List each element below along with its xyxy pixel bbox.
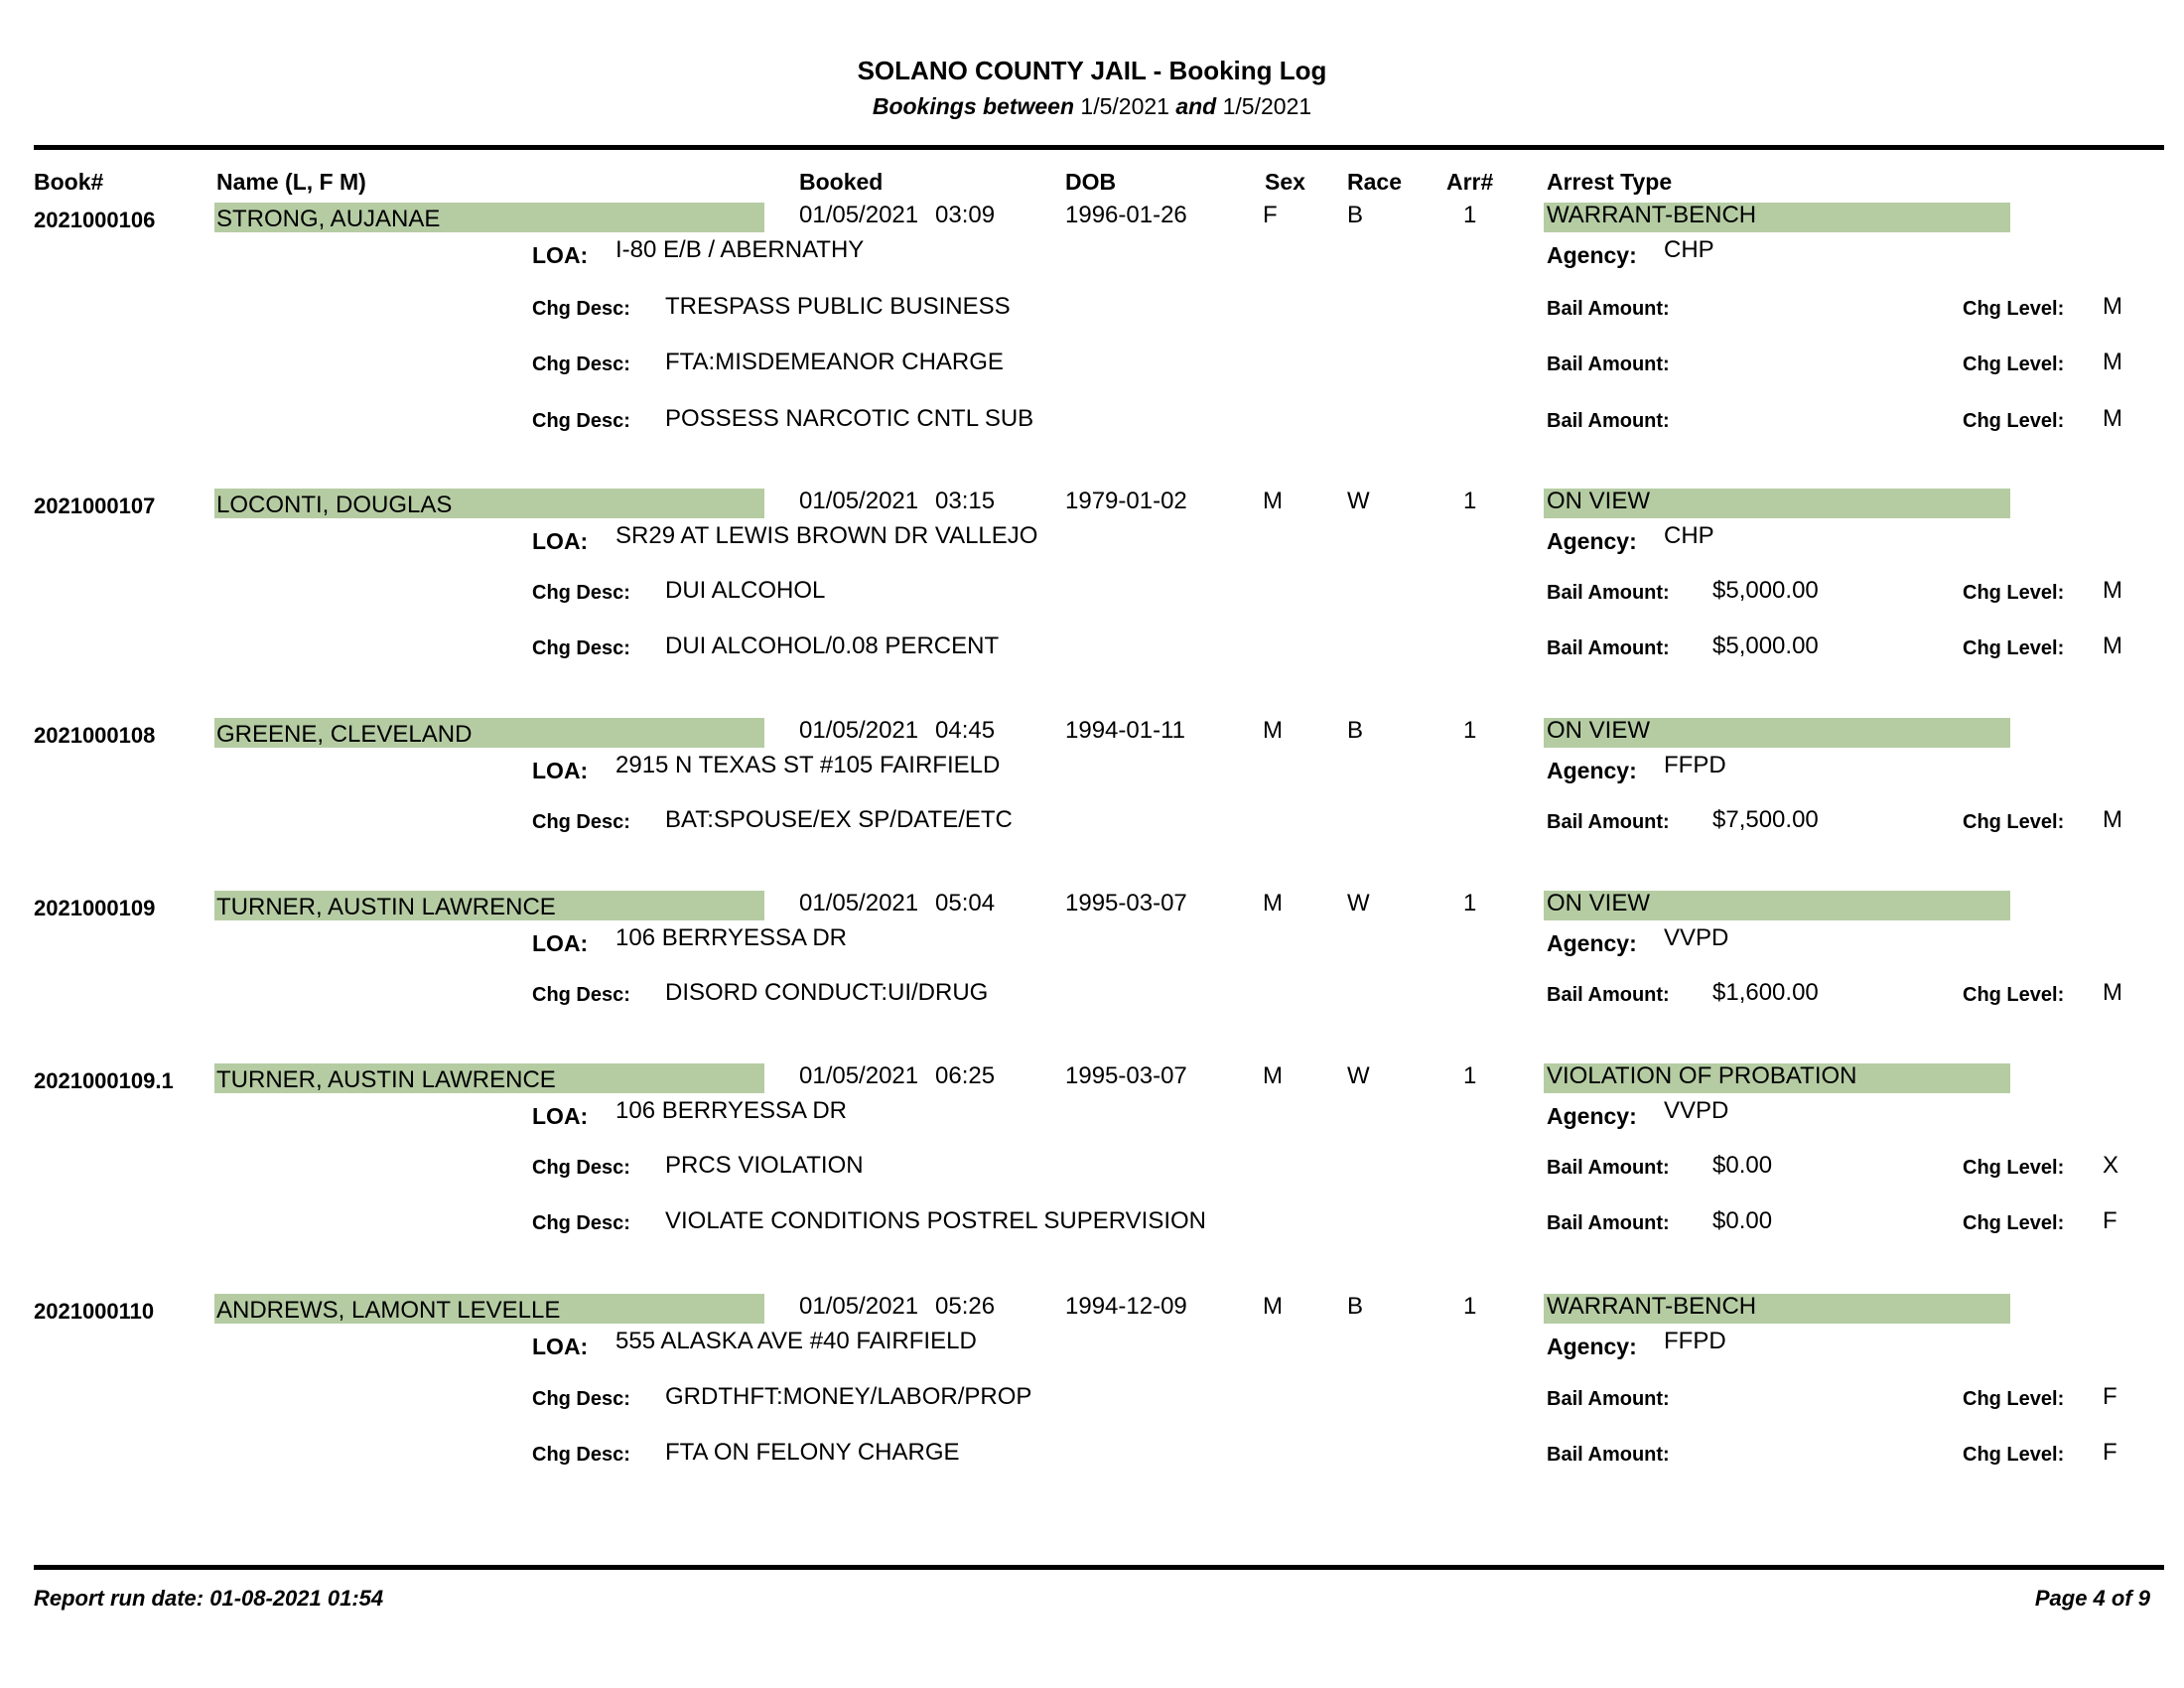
bail-amount-label: Bail Amount:	[1547, 582, 1670, 604]
dob: 1994-01-11	[1065, 717, 1185, 744]
inmate-name: STRONG, AUJANAE	[216, 206, 441, 232]
chg-desc-label: Chg Desc:	[532, 1388, 630, 1410]
race: W	[1347, 488, 1370, 514]
charge-level: M	[2103, 577, 2122, 604]
bail-amount: $7,500.00	[1712, 806, 1819, 833]
chg-desc-label: Chg Desc:	[532, 811, 630, 833]
charge-level: M	[2103, 806, 2122, 833]
race: B	[1347, 717, 1364, 744]
chg-desc-label: Chg Desc:	[532, 984, 630, 1006]
agency-value: FFPD	[1664, 1328, 1726, 1354]
report-run-date: Report run date: 01-08-2021 01:54	[34, 1586, 384, 1611]
bail-amount-label: Bail Amount:	[1547, 1212, 1670, 1234]
book-number: 2021000110	[34, 1299, 155, 1324]
book-number: 2021000106	[34, 208, 156, 232]
bail-amount-label: Bail Amount:	[1547, 298, 1670, 320]
book-number: 2021000108	[34, 723, 156, 748]
chg-level-label: Chg Level:	[1963, 811, 2065, 833]
inmate-name: GREENE, CLEVELAND	[216, 721, 473, 748]
col-sex: Sex	[1265, 169, 1305, 195]
arrest-type: WARRANT-BENCH	[1547, 202, 1757, 228]
agency-value: CHP	[1664, 236, 1714, 263]
chg-desc-label: Chg Desc:	[532, 1212, 630, 1234]
sex: M	[1263, 1062, 1283, 1089]
bail-amount: $1,600.00	[1712, 979, 1819, 1006]
inmate-name: TURNER, AUSTIN LAWRENCE	[216, 894, 556, 920]
bail-amount-label: Bail Amount:	[1547, 637, 1670, 659]
booked-time: 05:26	[935, 1293, 996, 1320]
loa-value: 106 BERRYESSA DR	[615, 924, 848, 951]
booked-date: 01/05/2021	[799, 1293, 919, 1320]
charge-level: M	[2103, 405, 2122, 432]
end-date: 1/5/2021	[1222, 93, 1312, 119]
chg-desc-label: Chg Desc:	[532, 637, 630, 659]
agency-value: VVPD	[1664, 924, 1729, 951]
col-arrest-type: Arrest Type	[1547, 169, 1673, 195]
book-number: 2021000107	[34, 493, 156, 518]
chg-desc-label: Chg Desc:	[532, 1444, 630, 1466]
booked-time: 04:45	[935, 717, 996, 744]
arr-number: 1	[1463, 488, 1477, 514]
agency-value: FFPD	[1664, 752, 1726, 778]
charge-description: DISORD CONDUCT:UI/DRUG	[665, 979, 989, 1006]
chg-level-label: Chg Level:	[1963, 353, 2065, 375]
agency-value: VVPD	[1664, 1097, 1729, 1124]
arrest-type: ON VIEW	[1547, 488, 1651, 514]
arr-number: 1	[1463, 890, 1477, 916]
sex: M	[1263, 1293, 1283, 1320]
charge-level: X	[2103, 1152, 2119, 1179]
dob: 1995-03-07	[1065, 890, 1187, 916]
booked-time: 03:15	[935, 488, 996, 514]
booked-date: 01/05/2021	[799, 488, 919, 514]
chg-level-label: Chg Level:	[1963, 1444, 2065, 1466]
agency-label: Agency:	[1547, 1103, 1637, 1129]
col-race: Race	[1347, 169, 1402, 195]
book-number: 2021000109	[34, 896, 156, 920]
report-title: SOLANO COUNTY JAIL - Booking Log	[857, 56, 1327, 85]
agency-label: Agency:	[1547, 528, 1637, 554]
header-rule	[34, 145, 2164, 150]
charge-description: DUI ALCOHOL/0.08 PERCENT	[665, 633, 1000, 659]
col-book: Book#	[34, 169, 104, 195]
col-booked: Booked	[799, 169, 884, 195]
inmate-name: LOCONTI, DOUGLAS	[216, 492, 453, 518]
charge-description: VIOLATE CONDITIONS POSTREL SUPERVISION	[665, 1207, 1207, 1234]
booked-time: 05:04	[935, 890, 996, 916]
loa-value: I-80 E/B / ABERNATHY	[615, 236, 865, 263]
bail-amount-label: Bail Amount:	[1547, 410, 1670, 432]
charge-level: F	[2103, 1383, 2117, 1410]
arr-number: 1	[1463, 202, 1477, 228]
agency-label: Agency:	[1547, 758, 1637, 783]
charge-level: F	[2103, 1207, 2117, 1234]
page-number: Page 4 of 9	[2034, 1586, 2150, 1611]
loa-label: LOA:	[532, 930, 589, 956]
inmate-name: ANDREWS, LAMONT LEVELLE	[216, 1297, 561, 1324]
charge-description: PRCS VIOLATION	[665, 1152, 864, 1179]
chg-level-label: Chg Level:	[1963, 984, 2065, 1006]
bail-amount: $0.00	[1712, 1207, 1773, 1234]
sex: F	[1263, 202, 1278, 228]
chg-level-label: Chg Level:	[1963, 1157, 2065, 1179]
arr-number: 1	[1463, 717, 1477, 744]
footer-rule	[34, 1565, 2164, 1570]
chg-level-label: Chg Level:	[1963, 1388, 2065, 1410]
col-arr: Arr#	[1446, 169, 1494, 195]
chg-level-label: Chg Level:	[1963, 582, 2065, 604]
chg-desc-label: Chg Desc:	[532, 353, 630, 375]
dob: 1995-03-07	[1065, 1062, 1187, 1089]
charge-description: BAT:SPOUSE/EX SP/DATE/ETC	[665, 806, 1013, 833]
sex: M	[1263, 890, 1283, 916]
chg-desc-label: Chg Desc:	[532, 410, 630, 432]
arrest-type: ON VIEW	[1547, 717, 1651, 744]
loa-value: 106 BERRYESSA DR	[615, 1097, 848, 1124]
chg-level-label: Chg Level:	[1963, 1212, 2065, 1234]
loa-value: 555 ALASKA AVE #40 FAIRFIELD	[615, 1328, 977, 1354]
booked-date: 01/05/2021	[799, 1062, 919, 1089]
charge-level: M	[2103, 349, 2122, 375]
sex: M	[1263, 488, 1283, 514]
chg-level-label: Chg Level:	[1963, 637, 2065, 659]
col-name: Name (L, F M)	[216, 169, 366, 195]
bail-amount-label: Bail Amount:	[1547, 984, 1670, 1006]
report-subtitle: Bookings between 1/5/2021 and 1/5/2021	[872, 93, 1312, 119]
race: W	[1347, 890, 1370, 916]
charge-description: FTA:MISDEMEANOR CHARGE	[665, 349, 1004, 375]
agency-label: Agency:	[1547, 930, 1637, 956]
arrest-type: WARRANT-BENCH	[1547, 1293, 1757, 1320]
chg-level-label: Chg Level:	[1963, 298, 2065, 320]
col-dob: DOB	[1065, 169, 1117, 195]
chg-desc-label: Chg Desc:	[532, 1157, 630, 1179]
booked-time: 03:09	[935, 202, 996, 228]
loa-value: SR29 AT LEWIS BROWN DR VALLEJO	[615, 522, 1038, 549]
dob: 1994-12-09	[1065, 1293, 1187, 1320]
booked-date: 01/05/2021	[799, 717, 919, 744]
bail-amount: $0.00	[1712, 1152, 1773, 1179]
chg-desc-label: Chg Desc:	[532, 298, 630, 320]
loa-value: 2915 N TEXAS ST #105 FAIRFIELD	[615, 752, 1001, 778]
agency-label: Agency:	[1547, 242, 1637, 268]
bail-amount: $5,000.00	[1712, 577, 1819, 604]
booked-date: 01/05/2021	[799, 890, 919, 916]
arr-number: 1	[1463, 1062, 1477, 1089]
chg-level-label: Chg Level:	[1963, 410, 2065, 432]
race: B	[1347, 1293, 1364, 1320]
charge-description: GRDTHFT:MONEY/LABOR/PROP	[665, 1383, 1032, 1410]
charge-level: M	[2103, 633, 2122, 659]
charge-description: DUI ALCOHOL	[665, 577, 826, 604]
charge-level: F	[2103, 1439, 2117, 1466]
inmate-name: TURNER, AUSTIN LAWRENCE	[216, 1066, 556, 1093]
bail-amount-label: Bail Amount:	[1547, 1444, 1670, 1466]
dob: 1996-01-26	[1065, 202, 1187, 228]
charge-level: M	[2103, 293, 2122, 320]
loa-label: LOA:	[532, 528, 589, 554]
arr-number: 1	[1463, 1293, 1477, 1320]
charge-level: M	[2103, 979, 2122, 1006]
book-number: 2021000109.1	[34, 1068, 174, 1093]
sex: M	[1263, 717, 1283, 744]
charge-description: POSSESS NARCOTIC CNTL SUB	[665, 405, 1034, 432]
race: B	[1347, 202, 1364, 228]
booked-date: 01/05/2021	[799, 202, 919, 228]
dob: 1979-01-02	[1065, 488, 1187, 514]
agency-value: CHP	[1664, 522, 1714, 549]
race: W	[1347, 1062, 1370, 1089]
bail-amount-label: Bail Amount:	[1547, 811, 1670, 833]
charge-description: TRESPASS PUBLIC BUSINESS	[665, 293, 1011, 320]
loa-label: LOA:	[532, 1334, 589, 1359]
bail-amount: $5,000.00	[1712, 633, 1819, 659]
loa-label: LOA:	[532, 242, 589, 268]
loa-label: LOA:	[532, 1103, 589, 1129]
loa-label: LOA:	[532, 758, 589, 783]
arrest-type: VIOLATION OF PROBATION	[1547, 1062, 1857, 1089]
booked-time: 06:25	[935, 1062, 996, 1089]
bail-amount-label: Bail Amount:	[1547, 1157, 1670, 1179]
start-date: 1/5/2021	[1080, 93, 1169, 119]
bail-amount-label: Bail Amount:	[1547, 1388, 1670, 1410]
agency-label: Agency:	[1547, 1334, 1637, 1359]
charge-description: FTA ON FELONY CHARGE	[665, 1439, 960, 1466]
arrest-type: ON VIEW	[1547, 890, 1651, 916]
chg-desc-label: Chg Desc:	[532, 582, 630, 604]
bail-amount-label: Bail Amount:	[1547, 353, 1670, 375]
